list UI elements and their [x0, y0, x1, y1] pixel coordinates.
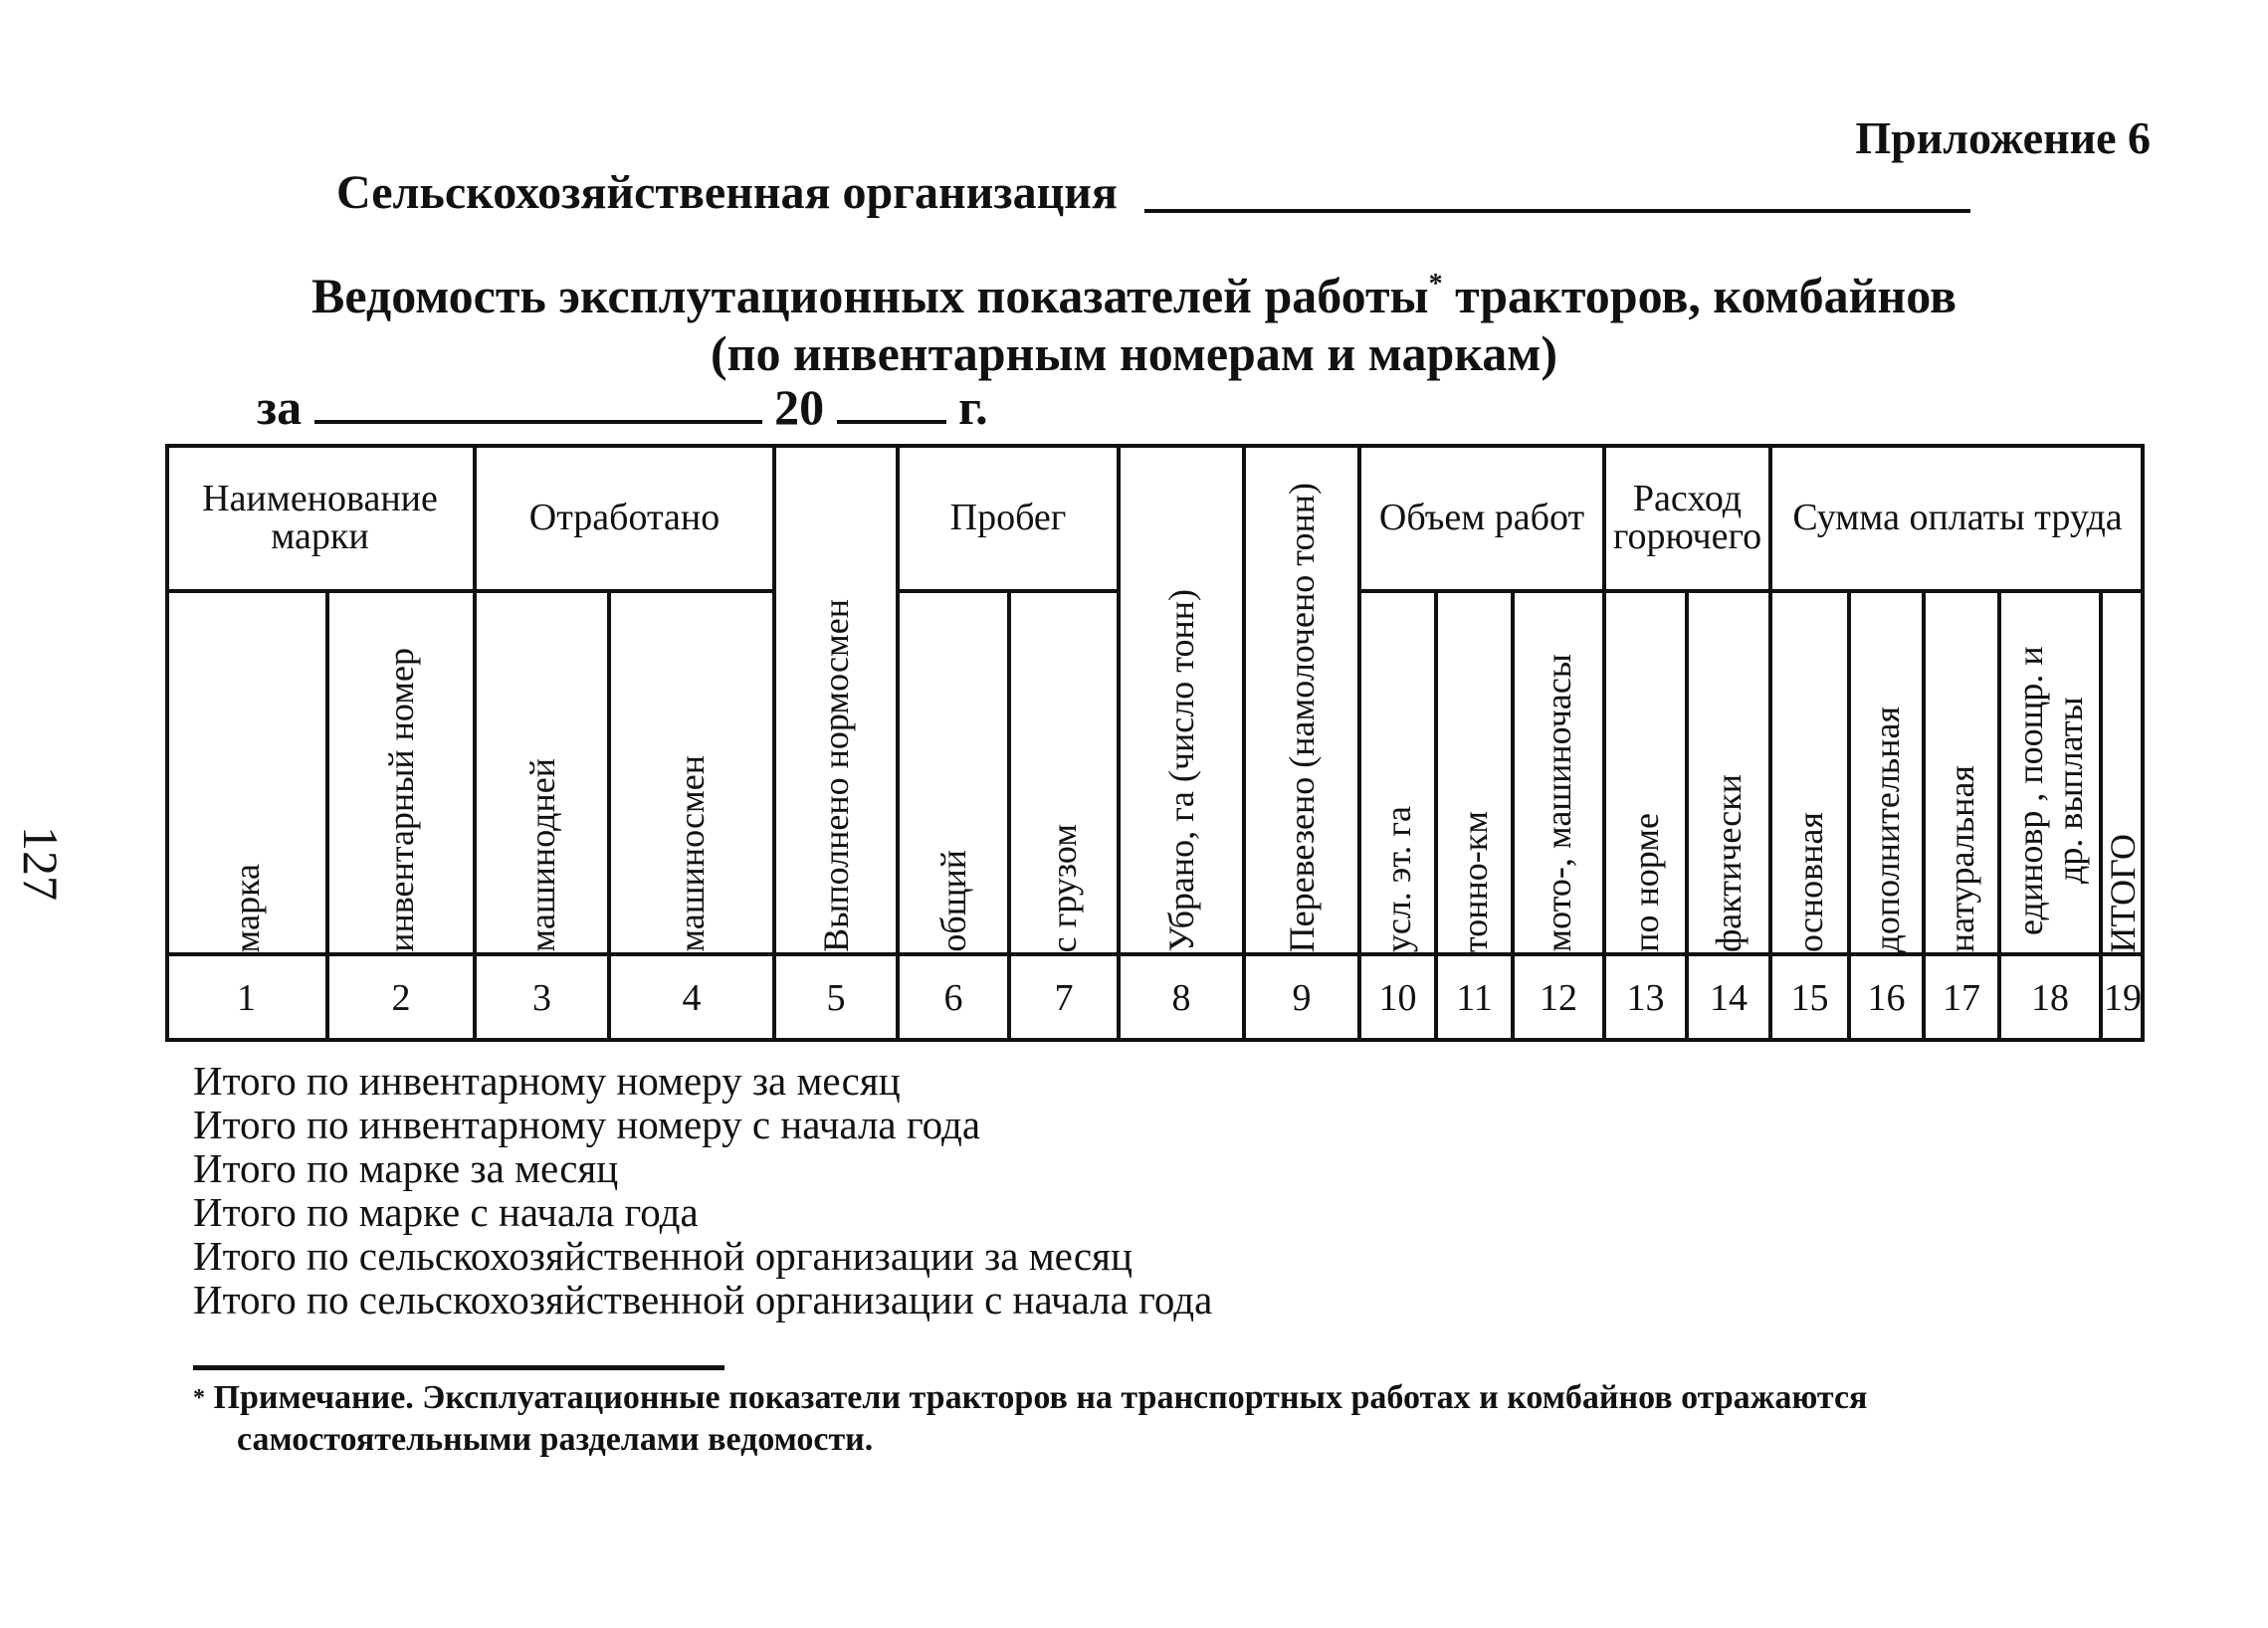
- column-header-label: мото-, машиночасы: [1539, 654, 1578, 952]
- totals-item: Итого по марке за месяц: [193, 1145, 619, 1191]
- column-header-4: [609, 591, 774, 954]
- appendix-label: Приложение 6: [1855, 112, 2151, 163]
- column-header-label: общий: [933, 850, 973, 952]
- column-number-13: 13: [1604, 954, 1687, 1042]
- period-month-blank: [314, 380, 762, 424]
- column-header-label: инвентарный номер: [381, 648, 421, 952]
- column-header-19: [2101, 591, 2145, 954]
- column-number-12: 12: [1513, 954, 1604, 1042]
- column-header-label: машинодней: [521, 758, 562, 952]
- column-header-18: [1999, 591, 2101, 954]
- totals-item: Итого по инвентарному номеру с начала года: [193, 1102, 981, 1147]
- column-header-label: машиносмен: [672, 755, 712, 952]
- group-pay-header: Сумма оплаты труда: [1770, 444, 2145, 591]
- group-fuel-header: Расход горючего: [1604, 444, 1770, 591]
- group-name-header: Наименование марки: [165, 444, 475, 591]
- footnote: [193, 1377, 2134, 1461]
- group-mileage-header: Пробег: [898, 444, 1119, 591]
- column-header-label: Убрано, га (число тонн): [1161, 589, 1201, 952]
- period-year-prefix: 20: [774, 379, 825, 435]
- group-volume-header: Объем работ: [1359, 444, 1604, 591]
- column-header-label: основная: [1789, 812, 1830, 952]
- period-year-suffix: г.: [958, 379, 988, 435]
- column-header-label: дополнительная: [1866, 706, 1907, 952]
- organization-blank-line: [1144, 209, 1970, 213]
- totals-item: Итого по марке с начала года: [193, 1189, 699, 1235]
- column-number-14: 14: [1687, 954, 1770, 1042]
- column-number-16: 16: [1849, 954, 1924, 1042]
- column-number-1: 1: [165, 954, 327, 1042]
- footnote-line1: Примечание. Эксплуатационные показатели тракторов на транспортных работах и комбайнов отражаются: [213, 1379, 1868, 1416]
- title-line1: Ведомость эксплутационных показателей работы: [311, 268, 1429, 323]
- column-header-16: [1849, 591, 1924, 954]
- totals-item: Итого по инвентарному номеру за месяц: [193, 1058, 901, 1104]
- column-header-label: Перевезено (намолочено тонн): [1282, 482, 1322, 952]
- totals-item: Итого по сельскохозяйственной организации за месяц: [193, 1233, 1133, 1279]
- column-number-6: 6: [898, 954, 1009, 1042]
- column-number-2: 2: [327, 954, 475, 1042]
- column-header-label: по норме: [1625, 813, 1666, 952]
- column-number-9: 9: [1244, 954, 1359, 1042]
- column-number-7: 7: [1009, 954, 1119, 1042]
- title-line1-end: тракторов, комбайнов: [1455, 268, 1957, 323]
- column-header-11: [1436, 591, 1513, 954]
- period-prefix: за: [257, 379, 303, 435]
- column-header-15: [1770, 591, 1849, 954]
- group-worked-header: Отработано: [475, 444, 774, 591]
- column-header-label: натуральная: [1942, 764, 1981, 952]
- column-header-1: [165, 591, 327, 954]
- column-header-label: фактически: [1709, 773, 1749, 952]
- footnote-asterisk: *: [193, 1385, 205, 1411]
- column-number-19: 19: [2101, 954, 2145, 1042]
- column-number-8: 8: [1119, 954, 1244, 1042]
- period-line: [257, 378, 988, 436]
- column-number-5: 5: [774, 954, 898, 1042]
- column-header-13: [1604, 591, 1687, 954]
- page-number: 127: [13, 826, 69, 901]
- column-header-10: [1359, 591, 1436, 954]
- column-header-7: [1009, 591, 1119, 954]
- organization-label: Сельскохозяйственная организация: [336, 166, 1118, 219]
- column-header-3: [475, 591, 609, 954]
- column-number-4: 4: [609, 954, 774, 1042]
- column-header-label: Выполнено нормосмен: [816, 599, 856, 952]
- column-header-label: ИТОГО: [2103, 833, 2143, 952]
- column-header-14: [1687, 591, 1770, 954]
- footnote-line2: самостоятельными разделами ведомости.: [237, 1421, 874, 1458]
- document-subtitle: (по инвентарным номерам и маркам): [710, 325, 1558, 381]
- column-header-label: тонно-км: [1454, 810, 1495, 952]
- totals-list: [193, 1059, 1212, 1322]
- column-header-9: [1244, 444, 1359, 954]
- column-number-15: 15: [1770, 954, 1849, 1042]
- column-number-3: 3: [475, 954, 609, 1042]
- footnote-divider: [193, 1365, 724, 1370]
- column-header-2: [327, 591, 475, 954]
- column-header-label: единовр , поощр. и др. выплаты: [2010, 646, 2090, 935]
- column-header-label: марка: [226, 863, 267, 952]
- column-header-6: [898, 591, 1009, 954]
- column-number-10: 10: [1359, 954, 1436, 1042]
- column-number-11: 11: [1436, 954, 1513, 1042]
- column-header-5: [774, 444, 898, 954]
- column-header-8: [1119, 444, 1244, 954]
- totals-item: Итого по сельскохозяйственной организации с начала года: [193, 1277, 1213, 1323]
- column-header-label: усл. эт. га: [1377, 805, 1418, 952]
- column-header-12: [1513, 591, 1604, 954]
- column-header-17: [1924, 591, 1999, 954]
- column-number-17: 17: [1924, 954, 1999, 1042]
- document-title: [0, 267, 2268, 324]
- column-header-label: с грузом: [1044, 823, 1084, 952]
- period-year-blank: [837, 380, 946, 424]
- title-asterisk: *: [1428, 269, 1443, 300]
- column-number-18: 18: [1999, 954, 2101, 1042]
